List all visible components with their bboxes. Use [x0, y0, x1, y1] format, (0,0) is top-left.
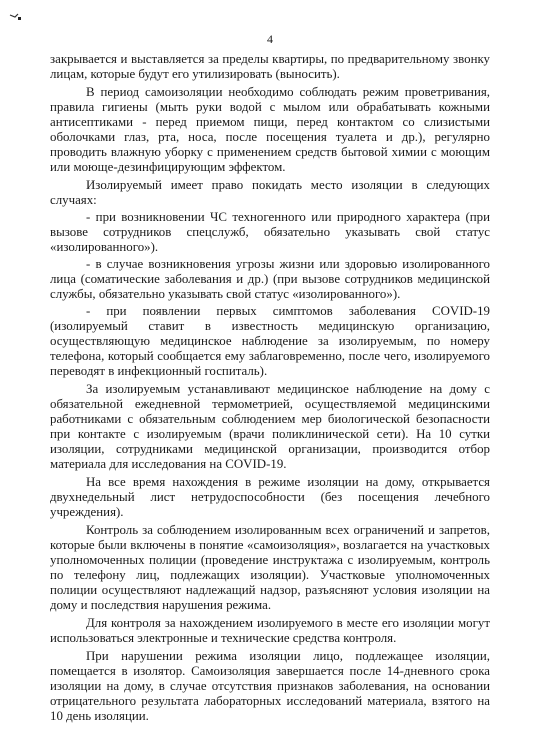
paragraph-electronic-control: Для контроля за нахождением изолируемого в месте его изоляции могут использоваться электронные и технические средства контроля. — [50, 616, 490, 645]
paragraph-police-control: Контроль за соблюдением изолированным всех ограничений и запретов, которые были включены в понятие «самоизоляция», возлагается на участковых уполномоченных полиции (проведение инструктажа с изолируемым, контроль по телефону лиц, подлежащих изоляции). Участковые уполномоченных полиции осуществляют надлежащий надзор, разъясняют условия изоляции на дому и последствия нарушения режима. — [50, 523, 490, 612]
list-item-emergency: - при возникновении ЧС техногенного или природного характера (при вызове сотрудников спецслужб, обязательно указывать свой статус «изолированного»). — [50, 210, 490, 254]
page-number: 4 — [267, 32, 273, 46]
paragraph-sick-leave: На все время нахождения в режиме изоляции на дому, открывается двухнедельный лист нетрудоспособности (без посещения лечебного учреждения). — [50, 475, 490, 519]
paragraph-leave-rights: Изолируемый имеет право покидать место изоляции в следующих случаях: — [50, 178, 490, 207]
paragraph-medical-monitoring: За изолируемым устанавливают медицинское наблюдение на дому с обязательной ежедневной термометрией, осуществляемой медицинскими работниками с обязательным соблюдением мер биологической безопасности при контакте с изолируемым (врачи поликлинической сети). На 10 сутки изоляции, сотрудниками медицинской организации, производится отбор материала для исследования на COVID-19. — [50, 382, 490, 471]
list-item-covid-symptoms: - при появлении первых симптомов заболевания COVID-19 (изолируемый ставит в известность медицинскую организацию, осуществляющую медицинское наблюдение за изолируемым, по номеру телефона, который сообщается ему заблаговременно, после чего, изолируемого переводят в инфекционный госпиталь). — [50, 304, 490, 378]
list-item-health-threat: - в случае возникновения угрозы жизни или здоровью изолированного лица (соматические заболевания и др.) (при вызове сотрудников медицинской службы, обязательно указывать свой статус «изолированного»). — [50, 257, 490, 301]
paragraph-waste-disposal: закрывается и выставляется за пределы квартиры, по предварительному звонку лицам, которые будут его утилизировать (выносить). — [50, 52, 490, 81]
scan-artifact-mark — [9, 12, 23, 22]
paragraph-violation-consequences: При нарушении режима изоляции лицо, подлежащее изоляции, помещается в изолятор. Самоизоляция завершается после 14-дневного срока изоляции на дому, в случае отсутствия признаков заболевания, на основании отрицательного результата лабораторных исследований материала, взятого на 10 день изоляции. — [50, 649, 490, 723]
paragraph-hygiene-rules: В период самоизоляции необходимо соблюдать режим проветривания, правила гигиены (мыть руки водой с мылом или обрабатывать кожными антисептиками - перед приемом пищи, перед контактом со слизистыми оболочками глаз, рта, носа, после посещения туалета и др.), регулярно проводить влажную уборку с применением средств бытовой химии с моющим или моюще-дезинфицирующим эффектом. — [50, 85, 490, 174]
document-body — [50, 52, 490, 727]
